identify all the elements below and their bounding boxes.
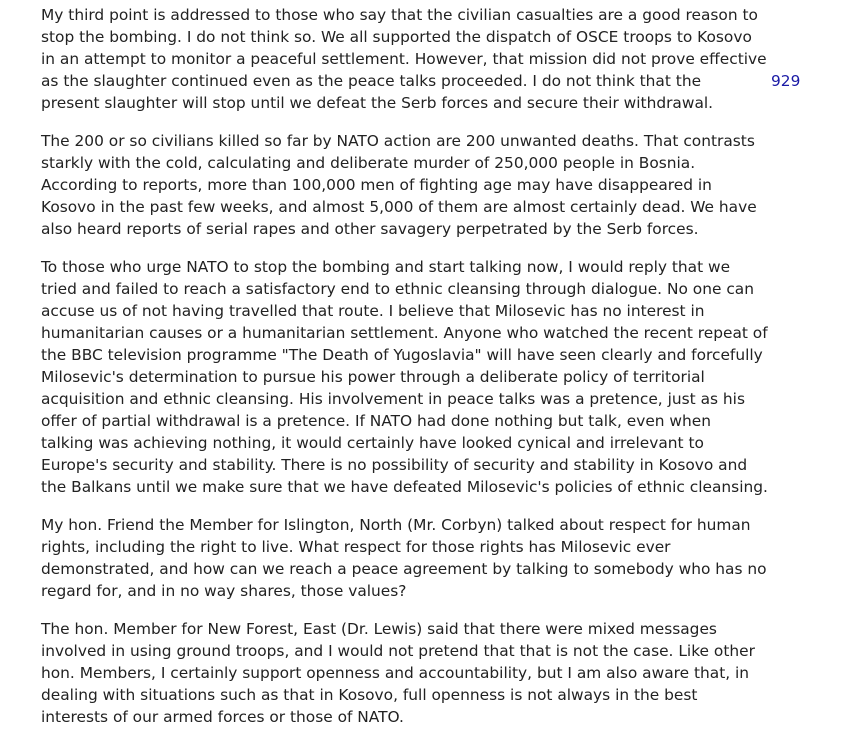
text-line: Europe's security and stability. There is no possibility of security and stability in Kosovo and (41, 456, 748, 474)
text-line: in an attempt to monitor a peaceful settlement. However, that mission did not prove effective (41, 50, 767, 68)
text-line: as the slaughter continued even as the peace talks proceeded. I do not think that the (41, 72, 702, 90)
text-line: regard for, and in no way shares, those values? (41, 582, 407, 600)
text-line: also heard reports of serial rapes and other savagery perpetrated by the Serb forces. (41, 220, 699, 238)
text-line: starkly with the cold, calculating and deliberate murder of 250,000 people in Bosnia. (41, 154, 696, 172)
text-line: Milosevic's determination to pursue his power through a deliberate policy of territorial (41, 368, 705, 386)
text-line: My third point is addressed to those who say that the civilian casualties are a good reason to (41, 6, 758, 24)
text-line: According to reports, more than 100,000 men of fighting age may have disappeared in (41, 176, 712, 194)
paragraph-stop-bombing (41, 256, 801, 498)
paragraph-civilian-casualties (41, 4, 801, 114)
text-line: dealing with situations such as that in Kosovo, full openness is not always in the best (41, 686, 698, 704)
text-line: To those who urge NATO to stop the bombing and start talking now, I would reply that we (41, 258, 731, 276)
text-line: Kosovo in the past few weeks, and almost 5,000 of them are almost certainly dead. We have (41, 198, 757, 216)
paragraph-ground-troops (41, 618, 801, 728)
text-line: talking was achieving nothing, it would certainly have looked cynical and irrelevant to (41, 434, 704, 452)
document-body (41, 4, 801, 744)
paragraph-nato-deaths (41, 130, 801, 240)
text-line: the BBC television programme "The Death of Yugoslavia" will have seen clearly and forcefully (41, 346, 763, 364)
text-line: offer of partial withdrawal is a pretence. If NATO had done nothing but talk, even when (41, 412, 712, 430)
text-line: tried and failed to reach a satisfactory end to ethnic cleansing through dialogue. No one can (41, 280, 754, 298)
text-line: involved in using ground troops, and I would not pretend that that is not the case. Like other (41, 642, 755, 660)
text-line: humanitarian causes or a humanitarian settlement. Anyone who watched the recent repeat of (41, 324, 768, 342)
text-line: rights, including the right to live. What respect for those rights has Milosevic ever (41, 538, 671, 556)
text-line: accuse us of not having travelled that route. I believe that Milosevic has no interest in (41, 302, 705, 320)
text-line: The hon. Member for New Forest, East (Dr. Lewis) said that there were mixed messages (41, 620, 717, 638)
column-number: 929 (771, 72, 801, 90)
paragraph-human-rights (41, 514, 801, 602)
text-line: My hon. Friend the Member for Islington, North (Mr. Corbyn) talked about respect for human (41, 516, 751, 534)
text-line: the Balkans until we make sure that we have defeated Milosevic's policies of ethnic cleansing. (41, 478, 768, 496)
text-line: The 200 or so civilians killed so far by NATO action are 200 unwanted deaths. That contrasts (41, 132, 755, 150)
text-line: hon. Members, I certainly support openness and accountability, but I am also aware that, in (41, 664, 750, 682)
text-line: acquisition and ethnic cleansing. His involvement in peace talks was a pretence, just as his (41, 390, 745, 408)
text-line: interests of our armed forces or those of NATO. (41, 708, 404, 726)
text-line: demonstrated, and how can we reach a peace agreement by talking to somebody who has no (41, 560, 767, 578)
text-line: stop the bombing. I do not think so. We all supported the dispatch of OSCE troops to Kosovo (41, 28, 752, 46)
text-line: present slaughter will stop until we defeat the Serb forces and secure their withdrawal. (41, 94, 714, 112)
